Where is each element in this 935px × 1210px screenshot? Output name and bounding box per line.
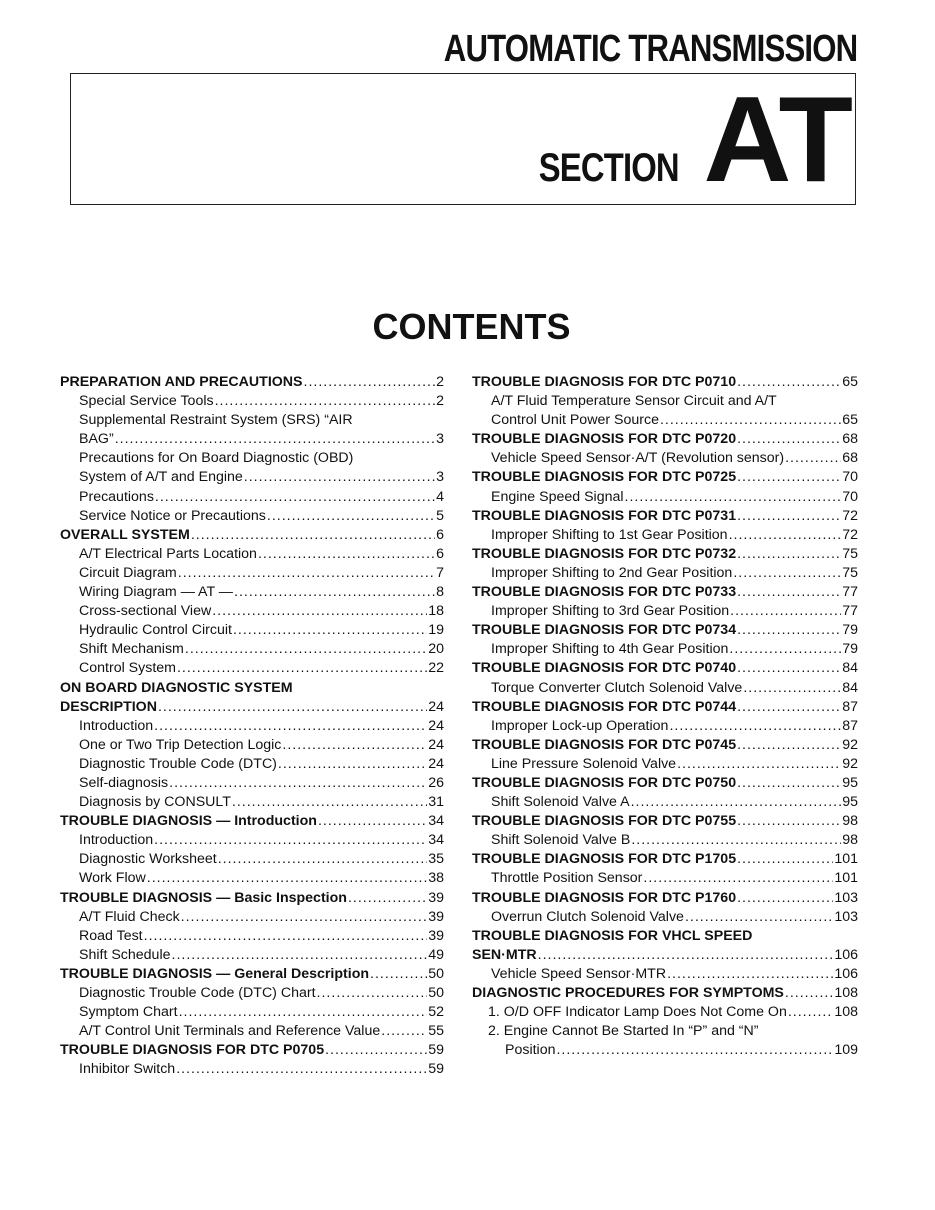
dot-leader <box>154 831 427 850</box>
dot-leader <box>788 1003 833 1022</box>
toc-subentry[interactable] <box>60 583 444 602</box>
dot-leader <box>631 831 841 850</box>
toc-subentry[interactable] <box>60 736 444 755</box>
toc-entry-text: 2. Engine Cannot Be Started In “P” and “N” <box>488 1023 759 1040</box>
dot-leader <box>381 1022 427 1041</box>
manual-title: AUTOMATIC TRANSMISSION <box>443 28 857 70</box>
dot-leader <box>115 430 435 449</box>
dot-leader <box>177 659 427 678</box>
toc-subentry[interactable] <box>60 659 444 678</box>
toc-entry-text: Diagnostic Trouble Code (DTC) Chart <box>79 985 316 1001</box>
toc-entry-text: Diagnostic Worksheet <box>79 851 217 868</box>
toc-entry-text: A/T Control Unit Terminals and Reference Value <box>79 1023 381 1040</box>
toc-subentry[interactable] <box>472 755 858 774</box>
toc-entry-text: TROUBLE DIAGNOSIS FOR DTC P0740 <box>472 660 737 677</box>
dot-leader <box>737 621 841 640</box>
toc-entry-text: Vehicle Speed Sensor·A/T (Revolution sensor) <box>491 450 785 467</box>
toc-subentry[interactable] <box>60 869 444 888</box>
toc-entry-text: System of A/T and Engine <box>79 469 243 486</box>
toc-entry-text: Torque Converter Clutch Solenoid Valve <box>491 679 743 696</box>
dot-leader <box>318 812 427 831</box>
dot-leader <box>258 545 435 564</box>
toc-section-entry[interactable] <box>472 812 858 831</box>
toc-entry-text: Symptom Chart <box>79 1004 178 1021</box>
toc-page-number: 24 <box>428 698 444 715</box>
toc-entry-text: TROUBLE DIAGNOSIS FOR DTC P0732 <box>472 545 737 562</box>
toc-subentry[interactable] <box>472 831 858 850</box>
toc-page-number: 79 <box>842 641 858 658</box>
toc-page-number: 75 <box>842 564 858 581</box>
toc-entry-text: Shift Mechanism <box>79 641 184 658</box>
toc-entry-text: Line Pressure Solenoid Valve <box>491 755 677 772</box>
toc-subentry[interactable] <box>60 946 444 965</box>
toc-subentry[interactable] <box>60 927 444 946</box>
toc-entry-text: Wiring Diagram — AT — <box>79 584 233 601</box>
toc-subentry[interactable] <box>472 965 858 984</box>
toc-entry-text: Vehicle Speed Sensor·MTR <box>491 965 667 982</box>
toc-page-number: 59 <box>428 1042 444 1059</box>
dot-leader <box>212 602 427 621</box>
dot-leader <box>325 1041 427 1060</box>
toc-entry-text: Improper Shifting to 1st Gear Position <box>491 526 728 543</box>
toc-subentry[interactable] <box>60 793 444 812</box>
toc-page-number: 18 <box>428 603 444 620</box>
toc-page-number: 108 <box>834 1004 858 1021</box>
toc-entry-text: TROUBLE DIAGNOSIS FOR DTC P0720 <box>472 431 737 448</box>
toc-subentry[interactable] <box>472 1003 858 1022</box>
toc-section-entry[interactable] <box>472 507 858 526</box>
toc-entry-text: Overrun Clutch Solenoid Valve <box>491 908 684 925</box>
dot-leader <box>729 640 841 659</box>
toc-page-number: 84 <box>842 679 858 696</box>
toc-subentry[interactable] <box>472 640 858 659</box>
toc-page-number: 7 <box>436 564 444 581</box>
toc-page-number: 92 <box>842 736 858 753</box>
toc-entry-text: TROUBLE DIAGNOSIS FOR VHCL SPEED <box>472 927 753 944</box>
toc-subentry[interactable] <box>60 774 444 793</box>
toc-entry-text: TROUBLE DIAGNOSIS FOR DTC P0755 <box>472 813 737 830</box>
toc-entry-text: Shift Solenoid Valve A <box>491 794 630 811</box>
toc-page-number: 2 <box>436 374 444 390</box>
toc-page-number: 109 <box>834 1042 858 1059</box>
section-code: AT <box>703 71 849 207</box>
toc-subentry[interactable] <box>472 449 858 468</box>
dot-leader <box>244 468 435 487</box>
toc-subentry[interactable] <box>60 908 444 927</box>
toc-section-entry[interactable] <box>60 889 444 908</box>
toc-entry-text: Precautions for On Board Diagnostic (OBD) <box>79 450 354 467</box>
toc-page-number: 65 <box>842 374 858 390</box>
dot-leader <box>737 698 841 717</box>
toc-entry-text: Cross-sectional View <box>79 603 212 620</box>
dot-leader <box>278 755 427 774</box>
toc-page-number: 72 <box>842 526 858 543</box>
toc-entry-text: Precautions <box>79 488 154 505</box>
dot-leader <box>737 507 841 526</box>
toc-page-number: 3 <box>436 431 444 448</box>
toc-subentry[interactable] <box>60 850 444 869</box>
toc-page-number: 24 <box>428 717 444 734</box>
toc-page-number: 77 <box>842 584 858 601</box>
toc-subentry[interactable] <box>472 717 858 736</box>
toc-subentry[interactable] <box>60 640 444 659</box>
toc-subentry[interactable] <box>60 621 444 640</box>
toc-page-number: 101 <box>834 851 858 868</box>
toc-entry-text: Work Flow <box>79 870 146 887</box>
toc-section-entry[interactable] <box>472 583 858 602</box>
toc-entry-text: Introduction <box>79 717 154 734</box>
toc-page-number: 95 <box>842 794 858 811</box>
toc-subentry[interactable] <box>472 564 858 583</box>
dot-leader <box>144 927 428 946</box>
dot-leader <box>737 812 841 831</box>
dot-leader <box>181 908 428 927</box>
toc-entry-text: Service Notice or Precautions <box>79 507 266 524</box>
toc-entry-text: A/T Fluid Check <box>79 908 180 925</box>
dot-leader <box>737 850 833 869</box>
dot-leader <box>191 526 435 545</box>
dot-leader <box>370 965 427 984</box>
toc-page-number: 98 <box>842 832 858 849</box>
toc-page-number: 106 <box>834 965 858 982</box>
dot-leader <box>282 736 427 755</box>
toc-section-entry[interactable] <box>60 526 444 545</box>
dot-leader <box>317 984 428 1003</box>
toc-entry-text: Special Service Tools <box>79 393 214 410</box>
toc-page-number: 68 <box>842 450 858 467</box>
dot-leader <box>147 869 427 888</box>
toc-entry-text: Improper Shifting to 4th Gear Position <box>491 641 729 658</box>
toc-entry-text: Road Test <box>79 927 143 944</box>
section-banner <box>70 73 856 205</box>
toc-entry-text: DIAGNOSTIC PROCEDURES FOR SYMPTOMS <box>472 985 784 1001</box>
toc-page-number: 84 <box>842 660 858 677</box>
toc-subentry[interactable] <box>60 507 444 526</box>
toc-entry-text: Shift Solenoid Valve B <box>491 832 631 849</box>
toc-right-column <box>472 373 858 1060</box>
dot-leader <box>155 488 435 507</box>
toc-entry-text: Shift Schedule <box>79 946 171 963</box>
toc-subentry[interactable] <box>60 755 444 774</box>
toc-page-number: 34 <box>428 832 444 849</box>
toc-page-number: 6 <box>436 545 444 562</box>
toc-entry-text: A/T Fluid Temperature Sensor Circuit and A/T <box>491 393 777 410</box>
dot-leader <box>737 373 841 392</box>
toc-subentry[interactable] <box>472 793 858 812</box>
toc-section-entry[interactable] <box>472 946 858 965</box>
toc-subentry[interactable] <box>472 526 858 545</box>
toc-section-entry[interactable] <box>472 659 858 678</box>
toc-entry-text: TROUBLE DIAGNOSIS FOR DTC P0745 <box>472 736 737 753</box>
toc-entry-text: 1. O/D OFF Indicator Lamp Does Not Come On <box>488 1004 787 1021</box>
dot-leader <box>232 793 427 812</box>
dot-leader <box>737 659 841 678</box>
toc-section-entry[interactable] <box>472 889 858 908</box>
toc-entry-text: BAG” <box>79 431 114 448</box>
toc-section-entry[interactable] <box>60 965 444 984</box>
toc-page-number: 50 <box>428 985 444 1001</box>
toc-entry-text: Throttle Position Sensor <box>491 870 643 887</box>
toc-page-number: 98 <box>842 813 858 830</box>
toc-entry-text: TROUBLE DIAGNOSIS FOR DTC P0725 <box>472 469 737 486</box>
toc-entry-text: TROUBLE DIAGNOSIS FOR DTC P0710 <box>472 374 737 390</box>
toc-page-number: 2 <box>436 393 444 410</box>
toc-subentry[interactable] <box>60 1060 444 1079</box>
toc-page-number: 79 <box>842 622 858 639</box>
toc-entry-text: Hydraulic Control Circuit <box>79 622 232 639</box>
toc-entry-text: Diagnostic Trouble Code (DTC) <box>79 755 277 772</box>
toc-page-number: 77 <box>842 603 858 620</box>
toc-entry-text: PREPARATION AND PRECAUTIONS <box>60 374 303 390</box>
toc-page-number: 87 <box>842 698 858 715</box>
dot-leader <box>172 946 428 965</box>
dot-leader <box>733 564 841 583</box>
dot-leader <box>730 602 841 621</box>
toc-subentry[interactable] <box>472 411 858 430</box>
toc-page-number: 103 <box>834 908 858 925</box>
toc-subentry[interactable] <box>472 1041 858 1060</box>
dot-leader <box>643 869 833 888</box>
dot-leader <box>154 717 427 736</box>
toc-subentry[interactable] <box>60 468 444 487</box>
toc-page-number: 95 <box>842 774 858 791</box>
dot-leader <box>667 965 833 984</box>
dot-leader <box>169 774 427 793</box>
toc-section-entry[interactable] <box>60 1041 444 1060</box>
toc-page-number: 39 <box>428 889 444 906</box>
dot-leader <box>625 488 842 507</box>
toc-subentry[interactable] <box>60 488 444 507</box>
toc-page-number: 34 <box>428 813 444 830</box>
toc-page-number: 108 <box>834 985 858 1001</box>
toc-subentry[interactable] <box>60 392 444 411</box>
section-label: SECTION <box>538 146 679 190</box>
toc-entry-text: Introduction <box>79 832 154 849</box>
toc-subentry[interactable] <box>60 717 444 736</box>
toc-page-number: 101 <box>834 870 858 887</box>
toc-entry-text: TROUBLE DIAGNOSIS FOR DTC P0733 <box>472 584 737 601</box>
dot-leader <box>538 946 834 965</box>
toc-entry-text: Improper Shifting to 2nd Gear Position <box>491 564 733 581</box>
dot-leader <box>178 564 435 583</box>
toc-entry-text: OVERALL SYSTEM <box>60 526 190 543</box>
toc-subentry[interactable] <box>60 1022 444 1041</box>
toc-page-number: 52 <box>428 1004 444 1021</box>
toc-entry-text: Improper Lock-up Operation <box>491 717 669 734</box>
toc-entry-text: TROUBLE DIAGNOSIS FOR DTC P0750 <box>472 774 737 791</box>
toc-page-number: 3 <box>436 469 444 486</box>
dot-leader <box>267 507 435 526</box>
toc-page-number: 68 <box>842 431 858 448</box>
dot-leader <box>737 889 833 908</box>
toc-page-number: 72 <box>842 507 858 524</box>
toc-entry-text: ON BOARD DIAGNOSTIC SYSTEM <box>60 679 293 696</box>
toc-section-entry[interactable] <box>60 698 444 717</box>
toc-entry-text: Engine Speed Signal <box>491 488 624 505</box>
dot-leader <box>669 717 841 736</box>
toc-page-number: 5 <box>436 507 444 524</box>
dot-leader <box>785 449 841 468</box>
toc-subentry[interactable] <box>472 602 858 621</box>
toc-section-entry[interactable] <box>472 698 858 717</box>
toc-page-number: 24 <box>428 755 444 772</box>
toc-entry-text: TROUBLE DIAGNOSIS FOR DTC P0705 <box>60 1042 325 1059</box>
toc-entry-text: TROUBLE DIAGNOSIS FOR DTC P1760 <box>472 889 737 906</box>
toc-section-entry[interactable] <box>472 373 858 392</box>
dot-leader <box>737 430 841 449</box>
toc-section-entry[interactable] <box>60 812 444 831</box>
toc-section-entry[interactable] <box>472 545 858 564</box>
toc-subentry[interactable] <box>60 1003 444 1022</box>
toc-entry-text: TROUBLE DIAGNOSIS — Basic Inspection <box>60 889 347 906</box>
dot-leader <box>737 774 841 793</box>
toc-subentry[interactable] <box>60 602 444 621</box>
toc-subentry[interactable] <box>60 831 444 850</box>
toc-subentry[interactable] <box>472 869 858 888</box>
toc-entry-text: Position <box>505 1042 556 1059</box>
toc-page-number: 65 <box>842 412 858 429</box>
toc-entry-text: TROUBLE DIAGNOSIS FOR DTC P1705 <box>472 851 737 868</box>
dot-leader <box>176 1060 427 1079</box>
toc-page-number: 20 <box>428 641 444 658</box>
toc-page-number: 31 <box>428 794 444 811</box>
dot-leader <box>737 545 841 564</box>
toc-section-entry[interactable] <box>472 774 858 793</box>
toc-section-entry[interactable] <box>472 468 858 487</box>
toc-page-number: 106 <box>834 946 858 963</box>
toc-page-number: 59 <box>428 1061 444 1078</box>
toc-page-number: 39 <box>428 927 444 944</box>
toc-entry-text: A/T Electrical Parts Location <box>79 545 257 562</box>
toc-subentry[interactable] <box>60 984 444 1003</box>
toc-page-number: 35 <box>428 851 444 868</box>
dot-leader <box>660 411 841 430</box>
toc-entry-text: Circuit Diagram <box>79 564 177 581</box>
contents-heading: CONTENTS <box>372 306 571 347</box>
dot-leader <box>218 850 427 869</box>
toc-subentry[interactable] <box>472 908 858 927</box>
dot-leader <box>215 392 436 411</box>
toc-page-number: 49 <box>428 946 444 963</box>
toc-entry-text: Inhibitor Switch <box>79 1061 176 1078</box>
dot-leader <box>737 583 841 602</box>
toc-entry-text: SEN·MTR <box>472 946 537 963</box>
dot-leader <box>348 889 427 908</box>
toc-entry-text: TROUBLE DIAGNOSIS FOR DTC P0744 <box>472 698 737 715</box>
dot-leader <box>158 698 427 717</box>
toc-entry-text: Control System <box>79 660 176 677</box>
toc-entry-text: One or Two Trip Detection Logic <box>79 736 282 753</box>
toc-entry-text: Improper Shifting to 3rd Gear Position <box>491 603 730 620</box>
toc-entry-text: TROUBLE DIAGNOSIS — Introduction <box>60 813 317 830</box>
toc-entry-text: TROUBLE DIAGNOSIS FOR DTC P0734 <box>472 622 737 639</box>
toc-subentry[interactable] <box>60 564 444 583</box>
dot-leader <box>179 1003 428 1022</box>
toc-section-entry[interactable] <box>472 430 858 449</box>
dot-leader <box>743 679 841 698</box>
toc-page-number: 75 <box>842 545 858 562</box>
toc-page-number: 92 <box>842 755 858 772</box>
toc-section-entry[interactable] <box>472 736 858 755</box>
toc-subentry[interactable] <box>60 430 444 449</box>
dot-leader <box>185 640 427 659</box>
toc-page-number: 6 <box>436 526 444 543</box>
toc-entry-text: Self-diagnosis <box>79 774 169 791</box>
toc-page-number: 50 <box>428 965 444 982</box>
toc-section-entry[interactable] <box>60 373 444 392</box>
toc-entry-text: Supplemental Restraint System (SRS) “AIR <box>79 412 353 429</box>
toc-page-number: 70 <box>842 469 858 486</box>
dot-leader <box>785 984 833 1003</box>
dot-leader <box>233 621 427 640</box>
toc-page-number: 55 <box>428 1023 444 1040</box>
toc-section-entry[interactable] <box>472 984 858 1003</box>
toc-subentry[interactable] <box>472 679 858 698</box>
toc-page-number: 39 <box>428 908 444 925</box>
toc-entry-text: Control Unit Power Source <box>491 412 659 429</box>
toc-page-number: 22 <box>428 660 444 677</box>
toc-entry-text: TROUBLE DIAGNOSIS FOR DTC P0731 <box>472 507 737 524</box>
dot-leader <box>304 373 436 392</box>
toc-page-number: 19 <box>428 622 444 639</box>
toc-page-number: 24 <box>428 736 444 753</box>
toc-subentry[interactable] <box>472 488 858 507</box>
dot-leader <box>685 908 833 927</box>
toc-subentry[interactable] <box>60 545 444 564</box>
toc-page-number: 38 <box>428 870 444 887</box>
toc-page-number: 8 <box>436 584 444 601</box>
toc-entry-text: TROUBLE DIAGNOSIS — General Description <box>60 965 370 982</box>
dot-leader <box>677 755 841 774</box>
toc-entry-text: Diagnosis by CONSULT <box>79 794 231 811</box>
toc-page-number: 70 <box>842 488 858 505</box>
dot-leader <box>234 583 435 602</box>
toc-page-number: 26 <box>428 774 444 791</box>
toc-entry-text: DESCRIPTION <box>60 698 157 715</box>
toc-left-column <box>60 373 444 1079</box>
dot-leader <box>737 468 841 487</box>
toc-page-number: 103 <box>834 889 858 906</box>
dot-leader <box>737 736 841 755</box>
toc-section-entry[interactable] <box>472 850 858 869</box>
dot-leader <box>556 1041 833 1060</box>
toc-section-entry[interactable] <box>472 621 858 640</box>
toc-page-number: 4 <box>436 488 444 505</box>
toc-page-number: 87 <box>842 717 858 734</box>
dot-leader <box>729 526 842 545</box>
dot-leader <box>631 793 842 812</box>
